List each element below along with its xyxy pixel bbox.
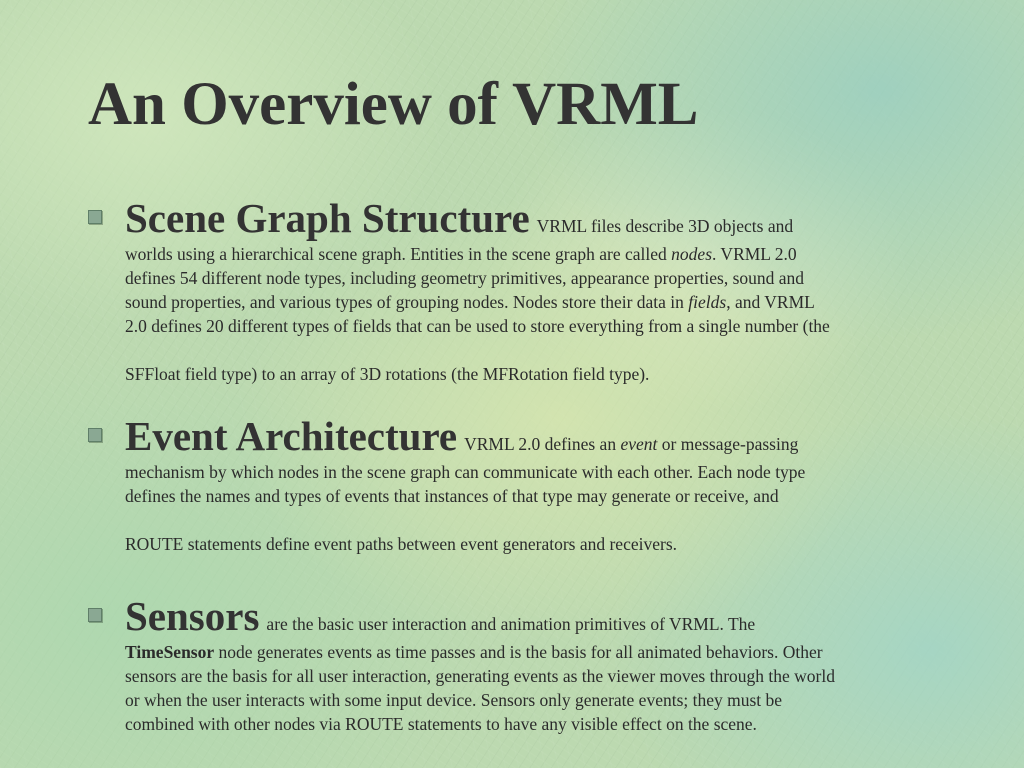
- text-run: worlds using a hierarchical scene graph. Entities in the scene graph are called: [125, 244, 672, 264]
- bullet-line: [125, 290, 940, 314]
- spacer: [125, 508, 940, 532]
- text-run: . VRML 2.0: [712, 244, 797, 264]
- bullet-body: [125, 195, 940, 386]
- emphasis-text: fields: [688, 292, 727, 312]
- emphasis-text: event: [620, 434, 658, 454]
- bullet-body: [125, 413, 940, 556]
- square-bullet-icon: [88, 428, 102, 442]
- bullet-heading: Sensors: [125, 593, 260, 639]
- slide-title: An Overview of VRML: [88, 71, 699, 138]
- bullet-heading-line: [125, 413, 940, 460]
- text-run: VRML 2.0 defines an: [464, 434, 621, 454]
- bullet-line: SFFloat field type) to an array of 3D rotations (the MFRotation field type).: [125, 364, 650, 384]
- text-run: , and VRML: [726, 292, 815, 312]
- spacer: [125, 338, 940, 362]
- bullet-line: defines the names and types of events that instances of that type may generate or receive, and: [125, 486, 779, 506]
- text-run: or message-passing: [657, 434, 799, 454]
- bullet-line: [125, 242, 940, 266]
- square-bullet-icon: [88, 608, 102, 622]
- bullet-line: ROUTE statements define event paths between event generators and receivers.: [125, 534, 678, 554]
- bullet-line: 2.0 defines 20 different types of fields that can be used to store everything from a single number (the: [125, 316, 830, 336]
- bullet-heading: Event Architecture: [125, 413, 458, 459]
- bold-text: TimeSensor: [125, 642, 215, 662]
- bullet-heading-line: [125, 195, 940, 242]
- bullet-line: or when the user interacts with some input device. Sensors only generate events; they must be: [125, 690, 783, 710]
- text-run: sound properties, and various types of grouping nodes. Nodes store their data in: [125, 292, 689, 312]
- bullet-text: are the basic user interaction and animation primitives of VRML. The: [266, 614, 756, 634]
- bullet-line: sensors are the basis for all user interaction, generating events as the viewer moves through the world: [125, 666, 835, 686]
- bullet-body: [125, 593, 940, 736]
- bullet-line: [125, 640, 940, 664]
- bullet-heading-line: [125, 593, 940, 640]
- bullet-line: mechanism by which nodes in the scene graph can communicate with each other. Each node type: [125, 462, 806, 482]
- text-run: node generates events as time passes and is the basis for all animated behaviors. Other: [214, 642, 823, 662]
- bullet-line: defines 54 different node types, including geometry primitives, appearance properties, sound and: [125, 268, 805, 288]
- bullet-heading: Scene Graph Structure: [125, 195, 530, 241]
- square-bullet-icon: [88, 210, 102, 224]
- emphasis-text: nodes: [671, 244, 712, 264]
- bullet-text: VRML files describe 3D objects and: [536, 216, 794, 236]
- bullet-line: combined with other nodes via ROUTE statements to have any visible effect on the scene.: [125, 714, 757, 734]
